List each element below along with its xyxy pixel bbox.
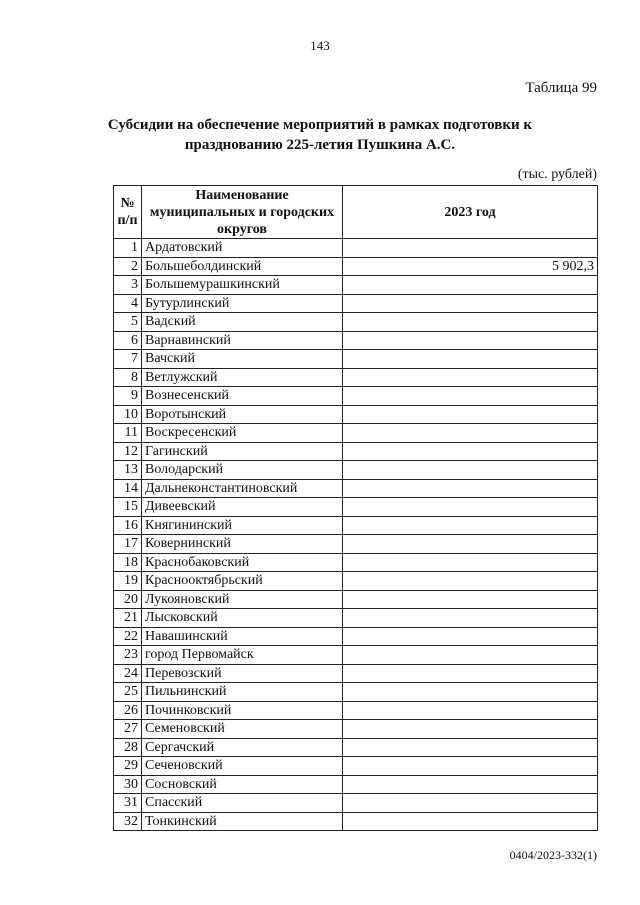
- row-municipality-name: Дальнеконстантиновский: [142, 479, 343, 498]
- table-row: [114, 701, 598, 720]
- row-municipality-name: Ветлужский: [142, 368, 343, 387]
- table-row: [114, 331, 598, 350]
- row-value-2023: [343, 424, 598, 443]
- row-number: 16: [114, 516, 142, 535]
- table-row: [114, 757, 598, 776]
- row-value-2023: [343, 535, 598, 554]
- row-number: 20: [114, 590, 142, 609]
- row-value-2023: 5 902,3: [343, 257, 598, 276]
- row-value-2023: [343, 553, 598, 572]
- row-number: 9: [114, 387, 142, 406]
- table-row: [114, 646, 598, 665]
- row-number: 25: [114, 683, 142, 702]
- row-value-2023: [343, 775, 598, 794]
- table-row: [114, 294, 598, 313]
- table-row: [114, 368, 598, 387]
- table-row: [114, 498, 598, 517]
- row-number: 12: [114, 442, 142, 461]
- row-number: 21: [114, 609, 142, 628]
- table-row: [114, 239, 598, 258]
- unit-note: (тыс. рублей): [517, 167, 597, 182]
- table-caption: Таблица 99: [525, 80, 597, 96]
- row-value-2023: [343, 498, 598, 517]
- header-year: 2023 год: [343, 186, 598, 239]
- document-title: [0, 115, 640, 155]
- table-row: [114, 683, 598, 702]
- row-number: 5: [114, 313, 142, 332]
- table-row: [114, 664, 598, 683]
- row-number: 30: [114, 775, 142, 794]
- row-value-2023: [343, 720, 598, 739]
- row-municipality-name: Лысковский: [142, 609, 343, 628]
- row-municipality-name: Дивеевский: [142, 498, 343, 517]
- row-municipality-name: город Первомайск: [142, 646, 343, 665]
- header-row: [114, 186, 598, 239]
- row-value-2023: [343, 313, 598, 332]
- row-number: 7: [114, 350, 142, 369]
- row-number: 22: [114, 627, 142, 646]
- row-number: 24: [114, 664, 142, 683]
- row-number: 3: [114, 276, 142, 295]
- row-municipality-name: Володарский: [142, 461, 343, 480]
- document-title-line-1: Субсидии на обеспечение мероприятий в рамках подготовки к: [107, 117, 533, 133]
- table-row: [114, 535, 598, 554]
- row-number: 26: [114, 701, 142, 720]
- row-municipality-name: Починковский: [142, 701, 343, 720]
- row-municipality-name: Бутурлинский: [142, 294, 343, 313]
- row-municipality-name: Сосновский: [142, 775, 343, 794]
- row-value-2023: [343, 442, 598, 461]
- row-municipality-name: Воротынский: [142, 405, 343, 424]
- table-row: [114, 313, 598, 332]
- row-number: 10: [114, 405, 142, 424]
- table-row: [114, 738, 598, 757]
- row-number: 4: [114, 294, 142, 313]
- row-number: 15: [114, 498, 142, 517]
- table-row: [114, 350, 598, 369]
- table-row: [114, 479, 598, 498]
- row-number: 31: [114, 794, 142, 813]
- row-municipality-name: Спасский: [142, 794, 343, 813]
- table-body: [114, 239, 598, 831]
- row-municipality-name: Лукояновский: [142, 590, 343, 609]
- row-municipality-name: Варнавинский: [142, 331, 343, 350]
- row-municipality-name: Перевозский: [142, 664, 343, 683]
- row-number: 13: [114, 461, 142, 480]
- row-number: 19: [114, 572, 142, 591]
- row-value-2023: [343, 387, 598, 406]
- row-value-2023: [343, 609, 598, 628]
- table-row: [114, 609, 598, 628]
- row-municipality-name: Краснооктябрьский: [142, 572, 343, 591]
- page-number: 143: [310, 38, 330, 53]
- row-value-2023: [343, 239, 598, 258]
- row-value-2023: [343, 664, 598, 683]
- row-value-2023: [343, 368, 598, 387]
- table-row: [114, 590, 598, 609]
- row-value-2023: [343, 812, 598, 831]
- table-row: [114, 775, 598, 794]
- row-municipality-name: Княгининский: [142, 516, 343, 535]
- row-municipality-name: Ардатовский: [142, 239, 343, 258]
- row-municipality-name: Семеновский: [142, 720, 343, 739]
- row-municipality-name: Навашинский: [142, 627, 343, 646]
- table-row: [114, 461, 598, 480]
- row-value-2023: [343, 276, 598, 295]
- row-number: 23: [114, 646, 142, 665]
- row-number: 8: [114, 368, 142, 387]
- header-name: Наименование муниципальных и городских округов: [142, 186, 343, 239]
- subsidy-table: [113, 185, 598, 831]
- row-municipality-name: Большемурашкинский: [142, 276, 343, 295]
- row-value-2023: [343, 646, 598, 665]
- table-row: [114, 276, 598, 295]
- row-value-2023: [343, 794, 598, 813]
- table-row: [114, 516, 598, 535]
- row-municipality-name: Краснобаковский: [142, 553, 343, 572]
- row-value-2023: [343, 590, 598, 609]
- row-number: 2: [114, 257, 142, 276]
- row-value-2023: [343, 350, 598, 369]
- table-row: [114, 424, 598, 443]
- table-row: [114, 812, 598, 831]
- table-row: [114, 627, 598, 646]
- row-number: 27: [114, 720, 142, 739]
- row-number: 1: [114, 239, 142, 258]
- row-number: 14: [114, 479, 142, 498]
- row-value-2023: [343, 405, 598, 424]
- row-municipality-name: Пильнинский: [142, 683, 343, 702]
- row-municipality-name: Большеболдинский: [142, 257, 343, 276]
- row-municipality-name: Вадский: [142, 313, 343, 332]
- row-value-2023: [343, 331, 598, 350]
- row-value-2023: [343, 461, 598, 480]
- row-value-2023: [343, 479, 598, 498]
- table-row: [114, 553, 598, 572]
- table-row: [114, 572, 598, 591]
- row-municipality-name: Тонкинский: [142, 812, 343, 831]
- table-row: [114, 794, 598, 813]
- row-number: 17: [114, 535, 142, 554]
- table-row: [114, 720, 598, 739]
- row-municipality-name: Ковернинский: [142, 535, 343, 554]
- footer-document-code: 0404/2023-332(1): [509, 848, 597, 862]
- table-row: [114, 405, 598, 424]
- row-number: 28: [114, 738, 142, 757]
- table-row: [114, 442, 598, 461]
- row-value-2023: [343, 757, 598, 776]
- row-number: 6: [114, 331, 142, 350]
- row-municipality-name: Вознесенский: [142, 387, 343, 406]
- row-municipality-name: Вачский: [142, 350, 343, 369]
- row-municipality-name: Воскресенский: [142, 424, 343, 443]
- row-value-2023: [343, 516, 598, 535]
- row-number: 32: [114, 812, 142, 831]
- table-row: [114, 387, 598, 406]
- row-value-2023: [343, 738, 598, 757]
- row-value-2023: [343, 701, 598, 720]
- row-number: 29: [114, 757, 142, 776]
- row-number: 11: [114, 424, 142, 443]
- row-value-2023: [343, 627, 598, 646]
- table-header: [114, 186, 598, 239]
- row-municipality-name: Сергачский: [142, 738, 343, 757]
- document-title-line-2: празднованию 225-летия Пушкина А.С.: [184, 137, 456, 153]
- row-value-2023: [343, 683, 598, 702]
- row-municipality-name: Сеченовский: [142, 757, 343, 776]
- row-number: 18: [114, 553, 142, 572]
- row-value-2023: [343, 572, 598, 591]
- table-row: [114, 257, 598, 276]
- row-value-2023: [343, 294, 598, 313]
- header-number: № п/п: [114, 186, 142, 239]
- row-municipality-name: Гагинский: [142, 442, 343, 461]
